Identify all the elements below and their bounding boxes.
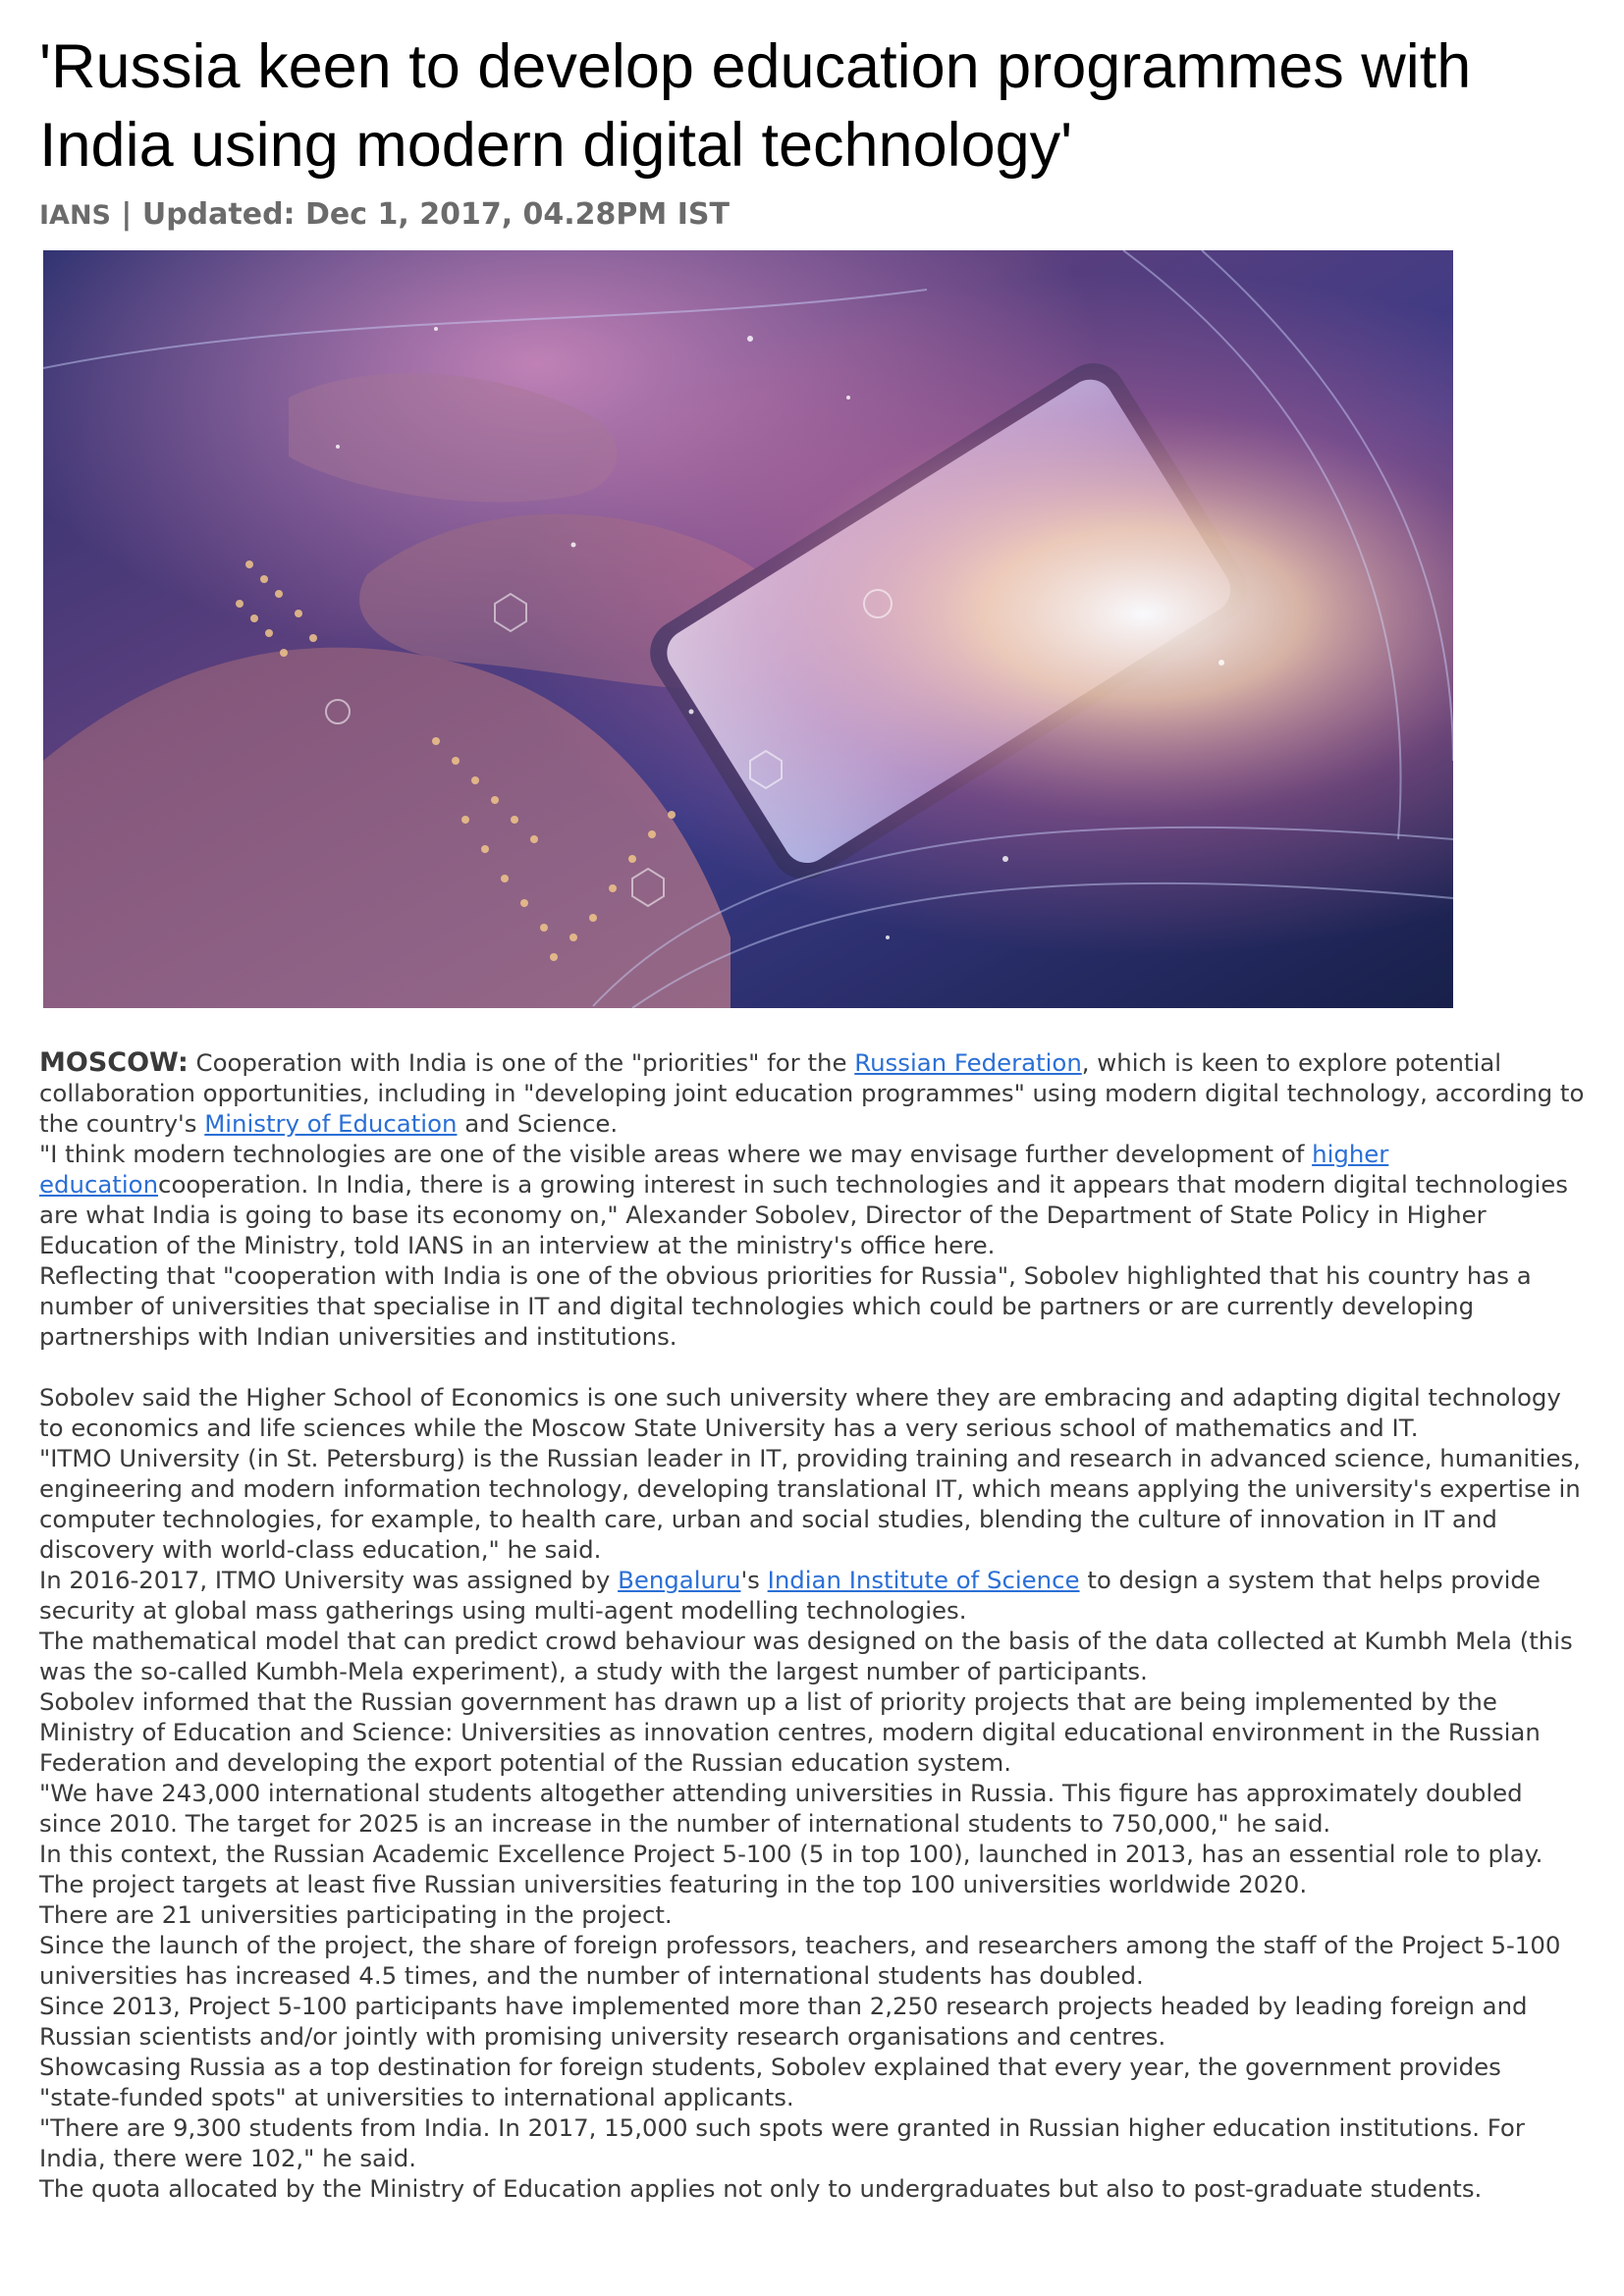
paragraph-9: "We have 243,000 international students altogether attending universities in Russia. This figure has approximately doubled since 2010. The target for 2025 is an increase in the number of international students to 750,000," he said.: [39, 1779, 1523, 1838]
paragraph-6: [39, 1565, 1585, 1626]
paragraph-16: "There are 9,300 students from India. In 2017, 15,000 such spots were granted in Russian higher education institutions. For India, there were 102," he said.: [39, 2113, 1525, 2172]
paragraph-12: There are 21 universities participating in the project.: [39, 1900, 673, 1929]
byline-separator: |: [110, 197, 142, 232]
paragraph-11: The project targets at least five Russian universities featuring in the top 100 universities worldwide 2020.: [39, 1870, 1308, 1898]
byline-source: IANS: [39, 200, 111, 231]
paragraph-gap: [39, 1352, 1585, 1382]
paragraph-8: Sobolev informed that the Russian government has drawn up a list of priority projects that are being implemented by the Ministry of Education and Science: Universities as innovation centres, modern digital educational environment in the Russian Federation and developing the export potential of the Russian education system.: [39, 1687, 1541, 1777]
byline-updated: Updated: Dec 1, 2017, 04.28PM IST: [141, 197, 730, 232]
hero-illustration: [43, 250, 1453, 1008]
byline: [39, 198, 1585, 232]
paragraph-4: Sobolev said the Higher School of Economics is one such university where they are embracing and adapting digital technology to economics and life sciences while the Moscow State University has a very serious school of mathematics and IT.: [39, 1383, 1561, 1442]
paragraph-14: Since 2013, Project 5-100 participants have implemented more than 2,250 research projects headed by leading foreign and Russian scientists and/or jointly with promising university research organisations and centres.: [39, 1992, 1528, 2051]
paragraph-5: "ITMO University (in St. Petersburg) is the Russian leader in IT, providing training and research in advanced science, humanities, engineering and modern information technology, developing translational IT, which means applying the university's expertise in computer technologies, for example, to health care, urban and social studies, blending the culture of innovation in IT and discovery with world-class education," he said.: [39, 1444, 1581, 1564]
link-ministry-of-education[interactable]: Ministry of Education: [204, 1109, 458, 1138]
paragraph-text: , which is keen to explore potential collaboration opportunities, including in "developing joint education programmes" using modern digital technology, according to the country's: [39, 1048, 1585, 1138]
paragraph-13: Since the launch of the project, the share of foreign professors, teachers, and researchers among the staff of the Project 5-100 universities has increased 4.5 times, and the number of international students has doubled.: [39, 1931, 1561, 1990]
link-russian-federation[interactable]: Russian Federation: [854, 1048, 1082, 1077]
paragraph-text: cooperation. In India, there is a growing interest in such technologies and it appears that modern digital technologies are what India is going to base its economy on," Alexander Sobolev, Director of the Department of State Policy in Higher Education of the Ministry, told IANS in an interview at the ministry's office here.: [39, 1170, 1569, 1259]
paragraph-text: to design a system that helps provide security at global mass gatherings using multi-agent modelling technologies.: [39, 1566, 1541, 1625]
paragraph-text: and Science.: [457, 1109, 619, 1138]
article-headline: 'Russia keen to develop education programmes with India using modern digital technology': [39, 32, 1472, 180]
link-higher-education[interactable]: higher education: [39, 1140, 1389, 1199]
paragraph-text: "I think modern technologies are one of the visible areas where we may envisage further development of: [39, 1140, 1313, 1168]
paragraph-text: Cooperation with India is one of the "priorities" for the: [188, 1048, 855, 1077]
paragraph-10: In this context, the Russian Academic Excellence Project 5-100 (5 in top 100), launched in 2013, has an essential role to play.: [39, 1840, 1543, 1868]
paragraph-15: Showcasing Russia as a top destination for foreign students, Sobolev explained that every year, the government provides "state-funded spots" at universities to international applicants.: [39, 2053, 1501, 2111]
paragraph-text: In 2016-2017, ITMO University was assigned by: [39, 1566, 619, 1594]
hero-image: [43, 250, 1453, 1008]
article-header: [39, 27, 1585, 232]
paragraph-2: [39, 1139, 1585, 1260]
paragraph-1: [39, 1047, 1585, 1139]
article-body: [39, 1047, 1585, 2204]
link-bengaluru[interactable]: Bengaluru: [618, 1566, 741, 1594]
paragraph-3: Reflecting that "cooperation with India is one of the obvious priorities for Russia", Sobolev highlighted that his country has a number of universities that specialise in IT and digital technologies which could be partners or are currently developing partnerships with Indian universities and institutions.: [39, 1261, 1532, 1351]
link-indian-institute-of-science[interactable]: Indian Institute of Science: [767, 1566, 1080, 1594]
paragraph-17: The quota allocated by the Ministry of Education applies not only to undergraduates but also to post-graduate students.: [39, 2174, 1483, 2203]
paragraph-7: The mathematical model that can predict crowd behaviour was designed on the basis of the data collected at Kumbh Mela (this was the so-called Kumbh-Mela experiment), a study with the largest number of participants.: [39, 1627, 1573, 1685]
dateline: MOSCOW:: [39, 1047, 189, 1078]
paragraph-text: 's: [740, 1566, 768, 1594]
